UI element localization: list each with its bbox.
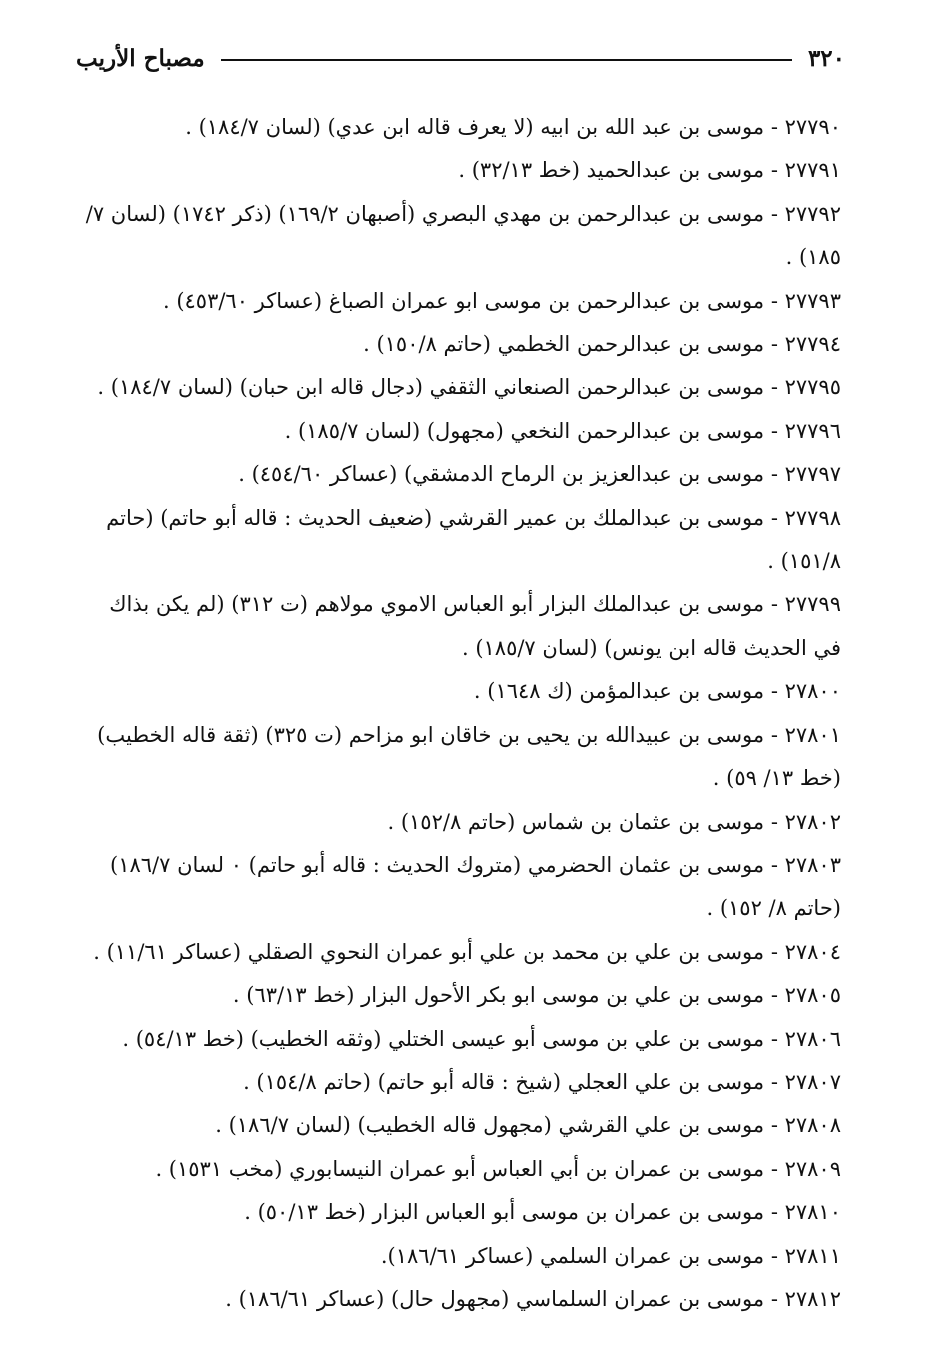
entry-number: ٢٧٨٠٦ (784, 1026, 841, 1051)
entry-text: موسى بن علي بن موسى أبو عيسى الختلي (وثقه الخطيب) (خط ٥٤/١٣) . (122, 1026, 765, 1051)
entry-text: موسى بن عبدالملك بن عمير القرشي (ضعيف الحديث : قاله أبو حاتم) (حاتم ١٥١/٨) . (106, 505, 841, 574)
entry-27802: ٢٧٨٠٢ - موسى بن عثمان بن شماس (حاتم ١٥٢/٨) . (387, 809, 841, 834)
entry-27799: ٢٧٧٩٩ - موسى بن عبدالملك البزار أبو العباس الاموي مولاهم (ت ٣١٢) (لم يكن بذاك في الحديث قاله ابن يونس) (لسان ١٨٥/٧) . (109, 592, 841, 660)
entry-text: موسى بن عبد الله بن ابيه (لا يعرف قاله ابن عدي) (لسان ١٨٤/٧) . (185, 115, 765, 139)
entry-27798: ٢٧٧٩٨ - موسى بن عبدالملك بن عمير القرشي (ضعيف الحديث : قاله أبو حاتم) (حاتم ١٥١/٨) . (106, 505, 841, 574)
entry-number: ٢٧٧٩٠ (784, 115, 841, 139)
entry-27809: ٢٧٨٠٩ - موسى بن عمران بن أبي العباس أبو عمران النيسابوري (مخب ١٥٣١) . (155, 1156, 841, 1181)
entry-27790: ٢٧٧٩٠ - موسى بن عبد الله بن ابيه (لا يعرف قاله ابن عدي) (لسان ١٨٤/٧) . (185, 115, 841, 139)
entry-27810: ٢٧٨١٠ - موسى بن عمران بن موسى أبو العباس البزار (خط ٥٠/١٣) . (244, 1200, 841, 1225)
entry-list (76, 106, 841, 1321)
entry-text: موسى بن عبدالمؤمن (ك ١٦٤٨) . (473, 679, 765, 704)
entry-27804: ٢٧٨٠٤ - موسى بن علي بن محمد بن علي أبو عمران النحوي الصقلي (عساكر ١١/٦١) . (93, 939, 841, 964)
entry-text: موسى بن عبدالملك البزار أبو العباس الاموي مولاهم (ت ٣١٢) (لم يكن بذاك في الحديث قاله ابن يونس) (لسان ١٨٥/٧) . (109, 592, 841, 660)
page-header (76, 36, 845, 80)
entry-27795: ٢٧٧٩٥ - موسى بن عبدالرحمن الصنعاني الثقفي (دجال قاله ابن حبان) (لسان ١٨٤/٧) . (97, 375, 841, 400)
entry-text: موسى بن عبدالحميد (خط ٣٢/١٣) . (458, 158, 765, 183)
entry-number: ٢٧٨٠٤ (784, 939, 841, 964)
entry-text: موسى بن عمران بن أبي العباس أبو عمران النيسابوري (مخب ١٥٣١) . (155, 1156, 765, 1181)
entry-text: موسى بن علي القرشي (مجهول قاله الخطيب) (لسان ١٨٦/٧) . (215, 1113, 765, 1138)
entry-number: ٢٧٧٩٧ (784, 462, 841, 487)
entry-number: ٢٧٧٩٨ (784, 505, 841, 530)
entry-number: ٢٧٧٩٦ (784, 418, 841, 443)
entry-number: ٢٧٨٠١ (784, 722, 841, 747)
entry-27793: ٢٧٧٩٣ - موسى بن عبدالرحمن بن موسى ابو عمران الصباغ (عساكر ٤٥٣/٦٠) . (162, 288, 841, 313)
entry-27812: ٢٧٨١٢ - موسى بن عمران السلماسي (مجهول حال) (عساكر ١٨٦/٦١) . (225, 1286, 841, 1311)
entry-text: موسى بن عبيدالله بن يحيى بن خاقان ابو مزاحم (ت ٣٢٥) (ثقة قاله الخطيب) (خط ١٣/ ٥٩) . (97, 722, 841, 791)
entry-text: موسى بن عبدالرحمن الخطمي (حاتم ١٥٠/٨) . (363, 332, 765, 357)
entry-27791: ٢٧٧٩١ - موسى بن عبدالحميد (خط ٣٢/١٣) . (458, 158, 841, 183)
entry-27806: ٢٧٨٠٦ - موسى بن علي بن موسى أبو عيسى الختلي (وثقه الخطيب) (خط ٥٤/١٣) . (122, 1026, 841, 1051)
entry-number: ٢٧٨١١ (784, 1243, 841, 1268)
entry-text: موسى بن عمران السلمي (عساكر ١٨٦/٦١). (380, 1243, 765, 1268)
entry-number: ٢٧٨٠٢ (784, 809, 841, 834)
entry-text: موسى بن علي بن موسى ابو بكر الأحول البزار (خط ٦٣/١٣) . (232, 983, 765, 1008)
entry-27796: ٢٧٧٩٦ - موسى بن عبدالرحمن النخعي (مجهول) (لسان ١٨٥/٧) . (284, 418, 841, 443)
entry-text: موسى بن عمران بن موسى أبو العباس البزار (خط ٥٠/١٣) . (244, 1200, 765, 1225)
entry-number: ٢٧٧٩٢ (784, 201, 841, 226)
entry-number: ٢٧٨١٠ (784, 1200, 841, 1225)
entry-text: موسى بن عبدالرحمن بن موسى ابو عمران الصباغ (عساكر ٤٥٣/٦٠) . (162, 288, 765, 313)
header-rule (221, 59, 792, 61)
entry-27811: ٢٧٨١١ - موسى بن عمران السلمي (عساكر ١٨٦/٦١). (380, 1243, 841, 1268)
entry-text: موسى بن عبدالرحمن بن مهدي البصري (أصبهان ١٦٩/٢) (ذكر ١٧٤٢) (لسان ٧/ ١٨٥) . (85, 201, 841, 270)
entry-number: ٢٧٨٠٥ (784, 983, 841, 1008)
entry-text: موسى بن عمران السلماسي (مجهول حال) (عساكر ١٨٦/٦١) . (225, 1286, 765, 1311)
entry-number: ٢٧٨٠٠ (784, 679, 841, 704)
entry-number: ٢٧٧٩٤ (784, 332, 841, 357)
entry-27801: ٢٧٨٠١ - موسى بن عبيدالله بن يحيى بن خاقان ابو مزاحم (ت ٣٢٥) (ثقة قاله الخطيب) (خط ١٣/ ٥٩) . (97, 722, 841, 791)
entry-text: موسى بن عثمان الحضرمي (متروك الحديث : قاله أبو حاتم) ٠ لسان ١٨٦/٧) (حاتم ٨/ ١٥٢) . (110, 852, 841, 921)
entry-27800: ٢٧٨٠٠ - موسى بن عبدالمؤمن (ك ١٦٤٨) . (473, 679, 841, 704)
entry-27805: ٢٧٨٠٥ - موسى بن علي بن موسى ابو بكر الأحول البزار (خط ٦٣/١٣) . (232, 983, 841, 1008)
entry-27808: ٢٧٨٠٨ - موسى بن علي القرشي (مجهول قاله الخطيب) (لسان ١٨٦/٧) . (215, 1113, 841, 1138)
page-number: ٣٢٠ (807, 44, 845, 72)
entry-number: ٢٧٧٩٩ (784, 592, 841, 617)
entry-number: ٢٧٨٠٧ (784, 1069, 841, 1094)
entry-27792: ٢٧٧٩٢ - موسى بن عبدالرحمن بن مهدي البصري (أصبهان ١٦٩/٢) (ذكر ١٧٤٢) (لسان ٧/ ١٨٥) . (85, 201, 841, 270)
entry-number: ٢٧٨٠٣ (784, 852, 841, 877)
entry-27803: ٢٧٨٠٣ - موسى بن عثمان الحضرمي (متروك الحديث : قاله أبو حاتم) ٠ لسان ١٨٦/٧) (حاتم ٨/ ١٥٢) . (110, 852, 841, 921)
entry-text: موسى بن عبدالرحمن النخعي (مجهول) (لسان ١٨٥/٧) . (284, 418, 765, 443)
entry-text: موسى بن عبدالرحمن الصنعاني الثقفي (دجال قاله ابن حبان) (لسان ١٨٤/٧) . (97, 375, 765, 400)
entry-number: ٢٧٧٩٣ (784, 288, 841, 313)
entry-number: ٢٧٨٠٨ (784, 1113, 841, 1138)
running-title: مصباح الأريب (76, 44, 205, 72)
entry-number: ٢٧٨٠٩ (784, 1156, 841, 1181)
entry-text: موسى بن علي العجلي (شيخ : قاله أبو حاتم) (حاتم ١٥٤/٨) . (243, 1069, 765, 1094)
entry-text: موسى بن عثمان بن شماس (حاتم ١٥٢/٨) . (387, 809, 765, 834)
entry-number: ٢٧٧٩١ (784, 158, 841, 183)
entry-27807: ٢٧٨٠٧ - موسى بن علي العجلي (شيخ : قاله أبو حاتم) (حاتم ١٥٤/٨) . (243, 1069, 841, 1094)
entry-text: موسى بن عبدالعزيز بن الرماح الدمشقي) (عساكر ٤٥٤/٦٠) . (238, 462, 765, 487)
entry-number: ٢٧٧٩٥ (784, 375, 841, 400)
entry-number: ٢٧٨١٢ (784, 1286, 841, 1311)
entry-text: موسى بن علي بن محمد بن علي أبو عمران النحوي الصقلي (عساكر ١١/٦١) . (93, 939, 765, 964)
entry-27797: ٢٧٧٩٧ - موسى بن عبدالعزيز بن الرماح الدمشقي) (عساكر ٤٥٤/٦٠) . (238, 462, 841, 487)
entry-27794: ٢٧٧٩٤ - موسى بن عبدالرحمن الخطمي (حاتم ١٥٠/٨) . (363, 332, 841, 357)
